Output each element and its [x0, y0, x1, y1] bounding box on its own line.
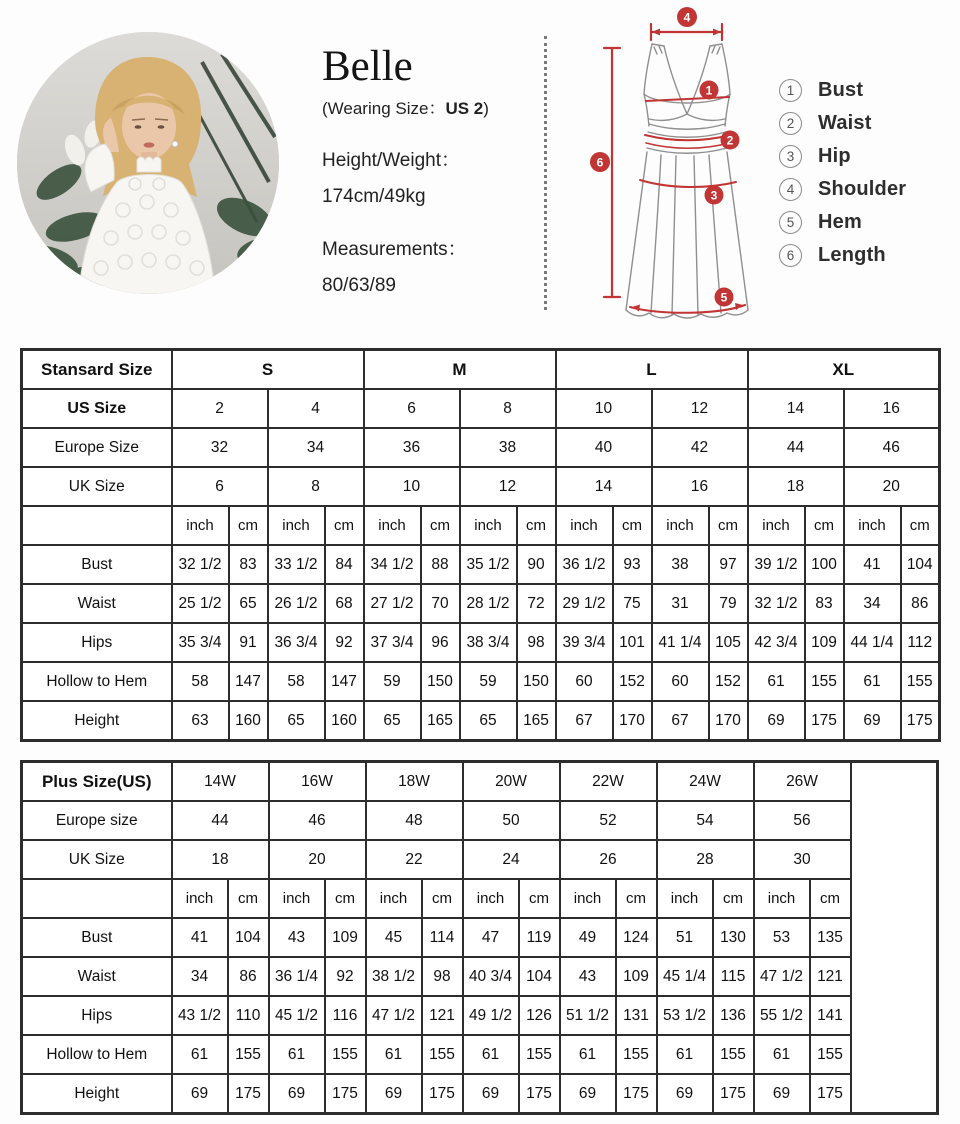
measure-value-cell: 34 1/2 — [364, 545, 421, 584]
measure-value-cell: 59 — [364, 662, 421, 701]
measure-value-cell: 141 — [810, 996, 851, 1035]
size-value-cell: 10 — [364, 467, 460, 506]
measure-value-cell: 34 — [172, 957, 228, 996]
unit-inch-cell: inch — [269, 879, 325, 918]
legend-circle-5: 5 — [779, 211, 802, 234]
measure-value-cell: 175 — [713, 1074, 754, 1114]
plus-size-header: 16W — [269, 762, 366, 802]
measure-value-cell: 36 1/2 — [556, 545, 613, 584]
measure-value-cell: 43 — [269, 918, 325, 957]
measure-value-cell: 155 — [228, 1035, 269, 1074]
measure-value-cell: 170 — [613, 701, 652, 741]
measure-value-cell: 170 — [709, 701, 748, 741]
measure-value-cell: 131 — [616, 996, 657, 1035]
measure-value-cell: 155 — [325, 1035, 366, 1074]
measure-value-cell: 42 3/4 — [748, 623, 805, 662]
measure-value-cell: 152 — [709, 662, 748, 701]
measure-value-cell: 36 3/4 — [268, 623, 325, 662]
size-value-cell: 2 — [172, 389, 268, 428]
measure-value-cell: 38 1/2 — [366, 957, 422, 996]
size-value-cell: 12 — [460, 467, 556, 506]
marker-waist: 2 — [726, 133, 734, 148]
measure-value-cell: 91 — [229, 623, 268, 662]
measure-value-cell: 61 — [844, 662, 901, 701]
measure-value-cell: 69 — [748, 701, 805, 741]
legend-label-shoulder: Shoulder — [818, 178, 907, 200]
measure-value-cell: 92 — [325, 623, 364, 662]
empty-corner-cell — [22, 506, 172, 545]
dotted-divider — [544, 36, 547, 310]
measure-value-cell: 121 — [422, 996, 463, 1035]
size-value-cell: 20 — [269, 840, 366, 879]
measure-value-cell: 69 — [269, 1074, 325, 1114]
measure-value-cell: 114 — [422, 918, 463, 957]
legend-circle-6: 6 — [779, 244, 802, 267]
unit-cm-cell: cm — [421, 506, 460, 545]
measure-value-cell: 79 — [709, 584, 748, 623]
row-label: Europe Size — [22, 428, 172, 467]
unit-inch-cell: inch — [754, 879, 810, 918]
measure-value-cell: 175 — [228, 1074, 269, 1114]
size-group-header: S — [172, 350, 364, 390]
measure-value-cell: 49 — [560, 918, 616, 957]
size-value-cell: 18 — [172, 840, 269, 879]
size-value-cell: 18 — [748, 467, 844, 506]
measure-value-cell: 93 — [613, 545, 652, 584]
legend-item-length — [779, 239, 906, 272]
size-value-cell: 40 — [556, 428, 652, 467]
measure-value-cell: 32 1/2 — [172, 545, 229, 584]
size-value-cell: 22 — [366, 840, 463, 879]
legend-item-hip — [779, 140, 906, 173]
size-value-cell: 44 — [172, 801, 269, 840]
legend-circle-4: 4 — [779, 178, 802, 201]
unit-cm-cell: cm — [517, 506, 556, 545]
measure-value-cell: 65 — [268, 701, 325, 741]
plus-size-header: 14W — [172, 762, 269, 802]
measure-value-cell: 59 — [460, 662, 517, 701]
size-value-cell: 24 — [463, 840, 560, 879]
legend-item-waist — [779, 107, 906, 140]
size-value-cell: 8 — [268, 467, 364, 506]
wearing-size-line — [322, 94, 537, 119]
size-value-cell: 6 — [364, 389, 460, 428]
model-photo — [17, 32, 279, 294]
measure-value-cell: 130 — [713, 918, 754, 957]
measure-value-cell: 68 — [325, 584, 364, 623]
size-value-cell: 32 — [172, 428, 268, 467]
size-value-cell: 46 — [844, 428, 940, 467]
measure-value-cell: 38 3/4 — [460, 623, 517, 662]
measure-value-cell: 175 — [325, 1074, 366, 1114]
row-label: Hollow to Hem — [22, 662, 172, 701]
size-value-cell: 44 — [748, 428, 844, 467]
unit-inch-cell: inch — [268, 506, 325, 545]
unit-inch-cell: inch — [657, 879, 713, 918]
measure-value-cell: 53 — [754, 918, 810, 957]
measure-value-cell: 34 — [844, 584, 901, 623]
plus-size-header: 26W — [754, 762, 851, 802]
unit-inch-cell: inch — [463, 879, 519, 918]
measure-value-cell: 65 — [229, 584, 268, 623]
unit-cm-cell: cm — [325, 506, 364, 545]
measure-value-cell: 155 — [805, 662, 844, 701]
measure-value-cell: 41 — [844, 545, 901, 584]
measure-value-cell: 135 — [810, 918, 851, 957]
measure-value-cell: 26 1/2 — [268, 584, 325, 623]
size-value-cell: 12 — [652, 389, 748, 428]
measure-value-cell: 35 1/2 — [460, 545, 517, 584]
standard-size-table — [20, 348, 941, 742]
measure-value-cell: 45 1/2 — [269, 996, 325, 1035]
unit-inch-cell: inch — [844, 506, 901, 545]
measure-value-cell: 69 — [172, 1074, 228, 1114]
unit-cm-cell: cm — [901, 506, 940, 545]
measure-value-cell: 97 — [709, 545, 748, 584]
measure-value-cell: 58 — [172, 662, 229, 701]
legend-label-bust: Bust — [818, 79, 864, 101]
measure-value-cell: 104 — [228, 918, 269, 957]
row-label: UK Size — [22, 840, 172, 879]
unit-inch-cell: inch — [748, 506, 805, 545]
measure-value-cell: 69 — [463, 1074, 519, 1114]
measure-value-cell: 112 — [901, 623, 940, 662]
measure-value-cell: 175 — [422, 1074, 463, 1114]
measure-value-cell: 147 — [229, 662, 268, 701]
unit-inch-cell: inch — [560, 879, 616, 918]
size-group-header: XL — [748, 350, 940, 390]
measure-value-cell: 28 1/2 — [460, 584, 517, 623]
measure-value-cell: 61 — [463, 1035, 519, 1074]
plus-size-header: 20W — [463, 762, 560, 802]
size-value-cell: 26 — [560, 840, 657, 879]
row-label: UK Size — [22, 467, 172, 506]
measure-value-cell: 119 — [519, 918, 560, 957]
measure-value-cell: 61 — [560, 1035, 616, 1074]
measure-value-cell: 175 — [805, 701, 844, 741]
legend-circle-2: 2 — [779, 112, 802, 135]
measure-value-cell: 124 — [616, 918, 657, 957]
legend-label-waist: Waist — [818, 112, 872, 134]
size-value-cell: 56 — [754, 801, 851, 840]
legend-item-bust — [779, 74, 906, 107]
measure-value-cell: 25 1/2 — [172, 584, 229, 623]
measure-value-cell: 175 — [616, 1074, 657, 1114]
measure-value-cell: 83 — [805, 584, 844, 623]
height-weight-value: 174cm/49kg — [322, 186, 426, 208]
empty-right-column — [851, 762, 938, 1114]
measure-value-cell: 104 — [519, 957, 560, 996]
legend-label-hip: Hip — [818, 145, 851, 167]
measure-value-cell: 155 — [901, 662, 940, 701]
unit-cm-cell: cm — [519, 879, 560, 918]
marker-shoulder: 4 — [683, 10, 691, 25]
measure-value-cell: 160 — [325, 701, 364, 741]
measure-value-cell: 35 3/4 — [172, 623, 229, 662]
size-value-cell: 50 — [463, 801, 560, 840]
model-name: Belle — [322, 43, 413, 90]
measure-value-cell: 43 1/2 — [172, 996, 228, 1035]
row-label: Waist — [22, 584, 172, 623]
measure-value-cell: 41 1/4 — [652, 623, 709, 662]
dress-measurement-diagram — [548, 2, 778, 336]
size-value-cell: 52 — [560, 801, 657, 840]
measure-value-cell: 155 — [519, 1035, 560, 1074]
standard-size-table-container — [0, 348, 960, 742]
measure-value-cell: 69 — [754, 1074, 810, 1114]
size-value-cell: 4 — [268, 389, 364, 428]
measure-value-cell: 104 — [901, 545, 940, 584]
row-label: Bust — [22, 918, 172, 957]
row-label: Height — [22, 1074, 172, 1114]
measure-value-cell: 98 — [517, 623, 556, 662]
size-value-cell: 14 — [556, 467, 652, 506]
measure-value-cell: 60 — [652, 662, 709, 701]
plus-size-header: 18W — [366, 762, 463, 802]
measure-value-cell: 31 — [652, 584, 709, 623]
size-value-cell: 6 — [172, 467, 268, 506]
measure-value-cell: 155 — [616, 1035, 657, 1074]
legend-circle-1: 1 — [779, 79, 802, 102]
legend-label-hem: Hem — [818, 211, 862, 233]
unit-cm-cell: cm — [616, 879, 657, 918]
measure-value-cell: 160 — [229, 701, 268, 741]
measure-value-cell: 100 — [805, 545, 844, 584]
measure-value-cell: 150 — [517, 662, 556, 701]
measure-value-cell: 63 — [172, 701, 229, 741]
measure-value-cell: 136 — [713, 996, 754, 1035]
row-label: Waist — [22, 957, 172, 996]
size-group-header: L — [556, 350, 748, 390]
plus-table-title: Plus Size(US) — [22, 762, 172, 802]
measure-value-cell: 29 1/2 — [556, 584, 613, 623]
unit-inch-cell: inch — [172, 506, 229, 545]
unit-cm-cell: cm — [229, 506, 268, 545]
unit-cm-cell: cm — [325, 879, 366, 918]
measure-value-cell: 67 — [556, 701, 613, 741]
measure-value-cell: 51 — [657, 918, 713, 957]
measure-value-cell: 27 1/2 — [364, 584, 421, 623]
measure-value-cell: 150 — [421, 662, 460, 701]
measure-value-cell: 36 1/4 — [269, 957, 325, 996]
measure-value-cell: 40 3/4 — [463, 957, 519, 996]
measure-value-cell: 33 1/2 — [268, 545, 325, 584]
measure-value-cell: 61 — [366, 1035, 422, 1074]
measure-value-cell: 116 — [325, 996, 366, 1035]
plus-size-header: 24W — [657, 762, 754, 802]
unit-inch-cell: inch — [652, 506, 709, 545]
measure-value-cell: 105 — [709, 623, 748, 662]
measure-value-cell: 109 — [616, 957, 657, 996]
measure-value-cell: 155 — [422, 1035, 463, 1074]
measure-value-cell: 72 — [517, 584, 556, 623]
measure-value-cell: 47 — [463, 918, 519, 957]
measure-value-cell: 69 — [560, 1074, 616, 1114]
measure-value-cell: 152 — [613, 662, 652, 701]
size-value-cell: 42 — [652, 428, 748, 467]
measure-value-cell: 109 — [325, 918, 366, 957]
measure-value-cell: 165 — [421, 701, 460, 741]
measure-value-cell: 155 — [713, 1035, 754, 1074]
plus-size-table — [20, 760, 939, 1115]
measure-value-cell: 61 — [657, 1035, 713, 1074]
legend-item-hem — [779, 206, 906, 239]
measurement-legend — [779, 74, 906, 272]
unit-inch-cell: inch — [556, 506, 613, 545]
row-label: Hips — [22, 996, 172, 1035]
measure-value-cell: 98 — [422, 957, 463, 996]
unit-cm-cell: cm — [422, 879, 463, 918]
size-value-cell: 38 — [460, 428, 556, 467]
row-label: Height — [22, 701, 172, 741]
measure-value-cell: 69 — [657, 1074, 713, 1114]
measure-value-cell: 65 — [364, 701, 421, 741]
marker-length: 6 — [596, 155, 604, 170]
measure-value-cell: 126 — [519, 996, 560, 1035]
measure-value-cell: 121 — [810, 957, 851, 996]
measure-value-cell: 55 1/2 — [754, 996, 810, 1035]
measure-value-cell: 75 — [613, 584, 652, 623]
measure-value-cell: 96 — [421, 623, 460, 662]
measure-value-cell: 69 — [366, 1074, 422, 1114]
unit-cm-cell: cm — [613, 506, 652, 545]
measure-value-cell: 39 3/4 — [556, 623, 613, 662]
measurements-value: 80/63/89 — [322, 275, 396, 297]
measure-value-cell: 165 — [517, 701, 556, 741]
measure-value-cell: 39 1/2 — [748, 545, 805, 584]
measure-value-cell: 65 — [460, 701, 517, 741]
size-group-header: M — [364, 350, 556, 390]
measure-value-cell: 47 1/2 — [366, 996, 422, 1035]
measure-value-cell: 53 1/2 — [657, 996, 713, 1035]
measure-value-cell: 38 — [652, 545, 709, 584]
measure-value-cell: 44 1/4 — [844, 623, 901, 662]
row-label: Hollow to Hem — [22, 1035, 172, 1074]
unit-cm-cell: cm — [810, 879, 851, 918]
size-value-cell: 8 — [460, 389, 556, 428]
measure-value-cell: 83 — [229, 545, 268, 584]
marker-bust: 1 — [705, 83, 713, 98]
measure-value-cell: 175 — [901, 701, 940, 741]
measure-value-cell: 45 1/4 — [657, 957, 713, 996]
empty-corner-cell — [22, 879, 172, 918]
size-value-cell: 48 — [366, 801, 463, 840]
measure-value-cell: 115 — [713, 957, 754, 996]
measure-value-cell: 110 — [228, 996, 269, 1035]
measure-value-cell: 147 — [325, 662, 364, 701]
measure-value-cell: 61 — [269, 1035, 325, 1074]
plus-size-header: 22W — [560, 762, 657, 802]
row-label: US Size — [22, 389, 172, 428]
wearing-size-prefix: (Wearing Size： — [322, 99, 446, 119]
size-value-cell: 36 — [364, 428, 460, 467]
unit-cm-cell: cm — [713, 879, 754, 918]
measure-value-cell: 60 — [556, 662, 613, 701]
size-value-cell: 54 — [657, 801, 754, 840]
measure-value-cell: 88 — [421, 545, 460, 584]
measure-value-cell: 51 1/2 — [560, 996, 616, 1035]
measure-value-cell: 92 — [325, 957, 366, 996]
top-section — [0, 0, 960, 347]
wearing-size-value: US 2 — [445, 99, 484, 119]
measure-value-cell: 45 — [366, 918, 422, 957]
measure-value-cell: 101 — [613, 623, 652, 662]
unit-inch-cell: inch — [364, 506, 421, 545]
measure-value-cell: 61 — [748, 662, 805, 701]
measure-value-cell: 49 1/2 — [463, 996, 519, 1035]
marker-hem: 5 — [720, 290, 728, 305]
measure-value-cell: 84 — [325, 545, 364, 584]
unit-cm-cell: cm — [709, 506, 748, 545]
measure-value-cell: 175 — [519, 1074, 560, 1114]
model-photo-art — [17, 32, 279, 294]
measure-value-cell: 32 1/2 — [748, 584, 805, 623]
row-label: Bust — [22, 545, 172, 584]
standard-table-title: Stansard Size — [22, 350, 172, 390]
legend-circle-3: 3 — [779, 145, 802, 168]
size-value-cell: 28 — [657, 840, 754, 879]
unit-cm-cell: cm — [805, 506, 844, 545]
unit-cm-cell: cm — [228, 879, 269, 918]
measure-value-cell: 47 1/2 — [754, 957, 810, 996]
plus-size-table-container — [0, 760, 960, 1115]
measure-value-cell: 86 — [228, 957, 269, 996]
measure-value-cell: 58 — [268, 662, 325, 701]
height-weight-label: Height/Weight： — [322, 150, 460, 172]
size-value-cell: 46 — [269, 801, 366, 840]
size-value-cell: 20 — [844, 467, 940, 506]
wearing-size-suffix: ) — [483, 99, 489, 119]
measure-value-cell: 43 — [560, 957, 616, 996]
measurements-label: Measurements： — [322, 239, 467, 261]
size-value-cell: 16 — [652, 467, 748, 506]
size-value-cell: 10 — [556, 389, 652, 428]
size-value-cell: 14 — [748, 389, 844, 428]
size-value-cell: 30 — [754, 840, 851, 879]
measure-value-cell: 61 — [754, 1035, 810, 1074]
marker-hip: 3 — [710, 188, 718, 203]
measure-value-cell: 70 — [421, 584, 460, 623]
measure-value-cell: 175 — [810, 1074, 851, 1114]
measure-value-cell: 155 — [810, 1035, 851, 1074]
measure-value-cell: 109 — [805, 623, 844, 662]
legend-label-length: Length — [818, 244, 886, 266]
row-label: Europe size — [22, 801, 172, 840]
size-value-cell: 34 — [268, 428, 364, 467]
model-info — [322, 44, 537, 297]
row-label: Hips — [22, 623, 172, 662]
measure-value-cell: 41 — [172, 918, 228, 957]
measure-value-cell: 90 — [517, 545, 556, 584]
measure-value-cell: 86 — [901, 584, 940, 623]
unit-inch-cell: inch — [366, 879, 422, 918]
measure-value-cell: 61 — [172, 1035, 228, 1074]
measure-value-cell: 69 — [844, 701, 901, 741]
unit-inch-cell: inch — [460, 506, 517, 545]
size-value-cell: 16 — [844, 389, 940, 428]
measure-value-cell: 37 3/4 — [364, 623, 421, 662]
unit-inch-cell: inch — [172, 879, 228, 918]
measure-value-cell: 67 — [652, 701, 709, 741]
legend-item-shoulder — [779, 173, 906, 206]
